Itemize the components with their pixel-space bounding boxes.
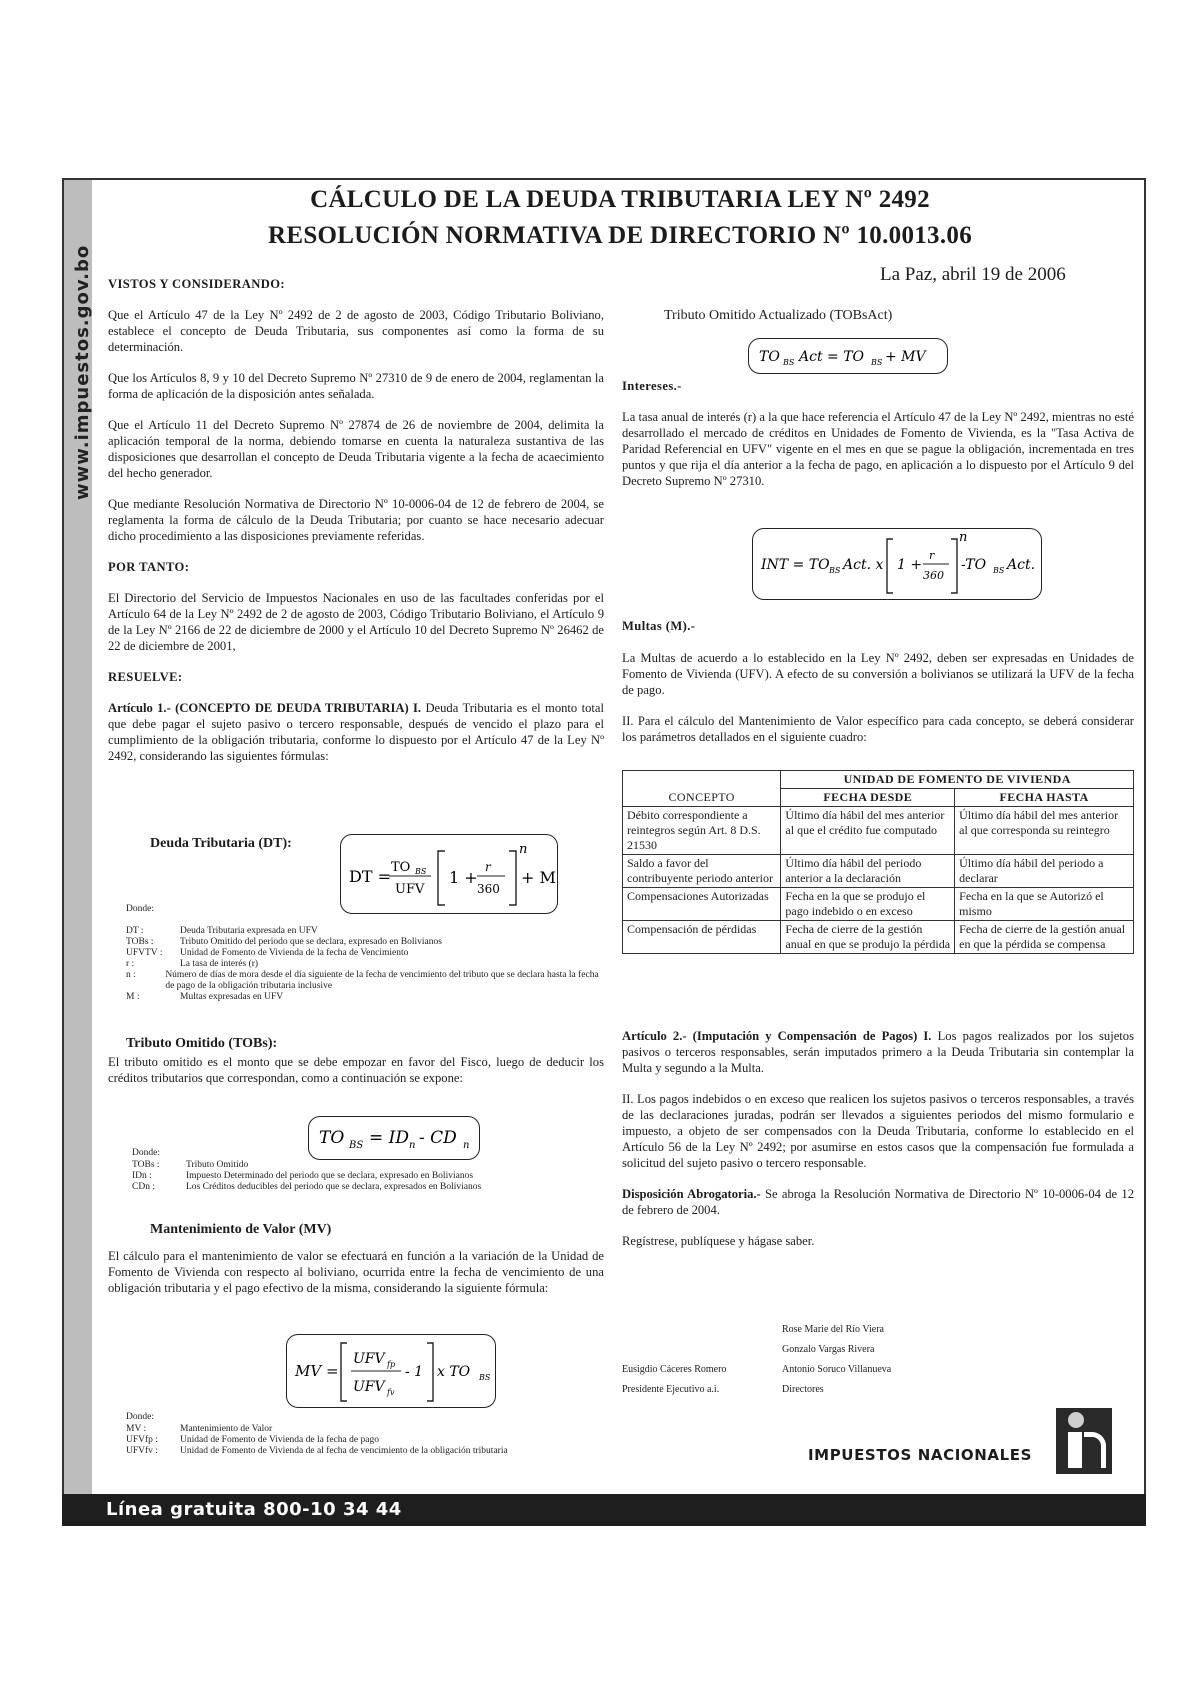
definition-row: n : Número de días de mora desde el día siguiente de la fecha de vencimiento del tributo que se declara hasta la fecha de pago de la obligación tributaria inclusive [126,970,599,991]
svg-text:TO: TO [391,860,411,875]
svg-text:Act = TO: Act = TO [799,349,865,365]
svg-text:fp: fp [387,1360,396,1369]
svg-text:UFV: UFV [353,1351,385,1367]
svg-text:INT = TO: INT = TO [761,557,830,573]
svg-text:DT =: DT = [349,867,391,886]
to-formula-svg [309,1117,479,1159]
toact-formula-svg [749,339,947,373]
definition-row: MV : Mantenimiento de Valor [126,1424,273,1434]
svg-text:Act. x: Act. x [843,557,884,573]
signature-name: Antonio Soruco Villanueva [782,1364,892,1375]
impuestos-logo-icon [1056,1408,1112,1474]
toact-label: Tributo Omitido Actualizado (TOBsAct) [664,308,893,323]
svg-text:BS: BS [415,867,427,876]
svg-text:r: r [485,860,491,874]
table-row [623,855,1134,888]
int-formula [752,528,1042,600]
paragraph: II. Los pagos indebidos o en exceso que realicen los sujetos pasivos o terceros responsables, a través de las declaraciones juradas, podrán ser llevados a siguientes periodos del mismo formulario e impuesto, a objeto de ser compensados con la Deuda Tributaria, conforme lo establecido en el Artículo 56 de la Ley Nº 2492; por asumirse en estos casos que la compensación fue formulada a solicitud del sujeto pasivo o tercero responsable. [622,1092,1134,1170]
table-cell: Fecha en la que se produjo el pago indebido o en exceso [781,888,955,921]
to-formula [308,1116,480,1160]
svg-text:x TO: x TO [437,1364,471,1380]
table-cell: Último día hábil del periodo anterior a la declaración [781,855,955,888]
article-2 [622,1028,1134,1076]
to-definitions [132,1160,602,1193]
table-cell: Último día hábil del periodo a declarar [955,855,1134,888]
table-group-header: UNIDAD DE FOMENTO DE VIVIENDA [781,771,1134,789]
signature-role: Directores [782,1384,824,1395]
definition-row: TOBs : Tributo Omitido del periodo que se declara, expresado en Bolivianos [126,937,442,947]
svg-text:-TO: -TO [961,557,987,573]
svg-text:360: 360 [477,882,500,896]
table-row [623,807,1134,855]
svg-text:BS: BS [783,358,795,367]
dt-definitions [126,926,604,1003]
article-2-text: Los pagos realizados por los sujetos pasivos o terceros responsables, serán imputados primero a la Deuda Tributaria sin contemplar la Multa y segundo a la Multa. [622,1029,1135,1075]
definition-row: IDn : Impuesto Determinado del periodo que se declara, expresado en Bolivianos [132,1171,474,1181]
svg-text:BS: BS [349,1140,364,1151]
table-header: CONCEPTO [623,789,781,807]
svg-text:1 +: 1 + [449,868,478,887]
disposicion-lead: Disposición Abrogatoria.- [622,1187,761,1201]
svg-text:= ID: = ID [369,1128,409,1148]
table-cell: Saldo a favor del contribuyente periodo anterior [623,855,781,888]
table-header: FECHA HASTA [955,789,1134,807]
table-row [623,789,1134,807]
resuelve-heading: RESUELVE: [108,670,183,684]
mv-definitions [126,1424,604,1457]
vistos-heading: VISTOS Y CONSIDERANDO: [108,277,285,291]
page-subtitle: RESOLUCIÓN NORMATIVA DE DIRECTORIO Nº 10.0013.06 [268,222,972,249]
definition-row: UFVfv : Unidad de Fomento de Vivienda de al fecha de vencimiento de la obligación tributaria [126,1446,508,1456]
disposicion [622,1186,1134,1218]
svg-text:r: r [929,549,935,562]
svg-text:TO: TO [759,349,780,365]
paragraph: La Multas de acuerdo a lo establecido en la Ley Nº 2492, deben ser expresadas en Unidades de Fomento de Vivienda (UFV). A efecto de su conversión a bolivianos se utilizará la UFV de la fecha de pago. [622,651,1134,697]
svg-text:n: n [409,1140,416,1151]
donde-label: Donde: [126,1412,154,1422]
signature-name: Rose Marie del Río Viera [782,1324,884,1335]
sidebar-url: www.impuestos.gov.bo [72,244,93,500]
mv-formula-svg [287,1335,495,1407]
svg-text:fv: fv [387,1388,395,1397]
int-formula-svg [753,529,1041,599]
multas-section [622,618,1134,760]
svg-text:BS: BS [829,566,841,575]
article-1 [108,700,604,764]
mv-label: Mantenimiento de Valor (MV) [150,1222,332,1237]
donde-label: Donde: [126,904,154,914]
brand-name: IMPUESTOS NACIONALES [808,1446,1033,1464]
table-row [623,921,1134,954]
page-title: CÁLCULO DE LA DEUDA TRIBUTARIA LEY Nº 2492 [310,186,930,213]
document-date: La Paz, abril 19 de 2006 [880,264,1066,285]
paragraph: II. Para el cálculo del Mantenimiento de Valor específico para cada concepto, se deberá considerar los parámetros detallados en el siguiente cuadro: [622,714,1134,744]
donde-label: Donde: [132,1148,160,1158]
svg-text:BS: BS [993,566,1005,575]
ufv-table [622,770,1134,954]
table-cell: Compensación de pérdidas [623,921,781,954]
table-cell: Último día hábil del mes anterior al que corresponda su reintegro [955,807,1134,855]
disposicion-text: Se abroga la Resolución Normativa de Directorio Nº 10-0006-04 de 12 de febrero de 2004. [622,1187,1134,1217]
definition-row: r : La tasa de interés (r) [126,959,259,969]
svg-text:+ MV: + MV [885,349,926,365]
paragraph: El Directorio del Servicio de Impuestos Nacionales en uso de las facultades conferidas por el Artículo 64 de la Ley Nº 2492 de 2 de agosto de 2003, Código Tributario Boliviano, el Artículo 9 de la Ley Nº 2166 de 22 de diciembre de 2000 y el Artículo 10 del Decreto Supremo Nº 26462 de 22 de diciembre de 2001, [108,591,604,653]
svg-text:UFV: UFV [353,1379,385,1395]
table-row [623,888,1134,921]
definition-row: UFVTV : Unidad de Fomento de Vivienda de la fecha de Vencimiento [126,948,409,958]
to-text: El tributo omitido es el monto que se debe empozar en favor del Fisco, luego de deducir los créditos tributarios que correspondan, como a continuación se expone: [108,1055,604,1085]
svg-text:BS: BS [871,358,883,367]
definition-row: CDn : Los Créditos deducibles del periodo que se declara, expresados en Bolivianos [132,1182,482,1192]
articles-section [622,1028,1134,1264]
multas-heading: Multas (M).- [622,619,696,633]
svg-text:Act.: Act. [1007,557,1036,573]
svg-text:360: 360 [923,569,944,582]
svg-text:BS: BS [479,1373,491,1382]
dt-formula [340,834,558,914]
signature-name: Eusigdio Cáceres Romero [622,1364,727,1375]
signature-role: Presidente Ejecutivo a.i. [622,1384,720,1395]
svg-text:UFV: UFV [395,882,425,897]
article-2-lead: Artículo 2.- (Imputación y Compensación de Pagos) I. [622,1029,932,1043]
paragraph: La tasa anual de interés (r) a la que hace referencia el Artículo 47 de la Ley Nº 2492, mientras no esté desarrollado el mercado de créditos en Unidades de Fomento de Vivienda, es la "Tasa Activa de Paridad Referencial en UFV" vigente en el mes en que se pague la obligación, incrementada en tres puntos y que rija el día anterior a la fecha de pago, en aplicación a lo dispuesto por el Artículo 9 del Decreto Supremo Nº 27310. [622,410,1134,488]
svg-text:1 +: 1 + [897,557,923,573]
intereses-heading: Intereses.- [622,379,682,393]
dt-formula-svg [341,835,557,913]
signature-name: Gonzalo Vargas Rivera [782,1344,875,1355]
table-cell: Fecha de cierre de la gestión anual en que se produjo la pérdida [781,921,955,954]
svg-text:- 1: - 1 [405,1364,424,1380]
signatures-directors [782,1320,891,1400]
svg-text:TO: TO [319,1128,345,1148]
table-row [623,771,1134,789]
toact-formula [748,338,948,374]
svg-text:n: n [959,530,968,545]
definition-row: TOBs : Tributo Omitido [132,1160,249,1170]
table-cell: Último día hábil del mes anterior al que el crédito fue computado [781,807,955,855]
to-label: Tributo Omitido (TOBs): [126,1036,278,1051]
paragraph: Que el Artículo 11 del Decreto Supremo Nº 27874 de 26 de noviembre de 2004, delimita la aplicación temporal de la norma, debiendo tomarse en cuenta la naturaleza sustantiva de las disposiciones que desarrollan el concepto de Deuda Tributaria vigente a la fecha de acaecimiento del hecho generador. [108,418,604,480]
svg-text:n: n [463,1140,470,1151]
svg-text:+ M: + M [521,868,556,887]
svg-text:n: n [519,842,528,857]
table-cell: Compensaciones Autorizadas [623,888,781,921]
dt-label: Deuda Tributaria (DT): [150,836,292,851]
svg-text:MV =: MV = [295,1362,339,1380]
left-column [108,276,604,779]
footer-hotline: Línea gratuita 800-10 34 44 [62,1494,1146,1526]
article-1-text: Deuda Tributaria es el monto total que debe pagar el sujeto pasivo o tercero responsable, después de vencido el plazo para el cumplimiento de la obligación tributaria, conforme lo dispuesto por el Artículo 47 de la Ley Nº 2492, considerando las siguientes fórmulas: [108,701,604,763]
article-1-lead: Artículo 1.- (CONCEPTO DE DEUDA TRIBUTARIA) I. [108,701,422,715]
table-cell: Débito correspondiente a reintegros según Art. 8 D.S. 21530 [623,807,781,855]
paragraph: Que los Artículos 8, 9 y 10 del Decreto Supremo Nº 27310 de 9 de enero de 2004, reglamentan la forma de aplicación de la disposición antes señalada. [108,371,604,401]
mv-text: El cálculo para el mantenimiento de valor se efectuará en función a la variación de la Unidad de Fomento de Vivienda con respecto al boliviano, ocurrida entre la fecha de vencimiento de una obligación tributaria y el pago efectivo de la misma, considerando la siguiente fórmula: [108,1249,604,1295]
registrese: Regístrese, publíquese y hágase saber. [622,1234,815,1248]
intereses-section [622,378,1134,504]
mv-formula [286,1334,496,1408]
definition-row: M : Multas expresadas en UFV [126,992,284,1002]
table-header: FECHA DESDE [781,789,955,807]
table-cell: Fecha en la que se Autorizó el mismo [955,888,1134,921]
definition-row: UFVfp : Unidad de Fomento de Vivienda de la fecha de pago [126,1435,379,1445]
svg-text:- CD: - CD [419,1128,457,1148]
paragraph: Que mediante Resolución Normativa de Directorio Nº 10-0006-04 de 12 de febrero de 2004, se reglamenta la forma de cálculo de la Deuda Tributaria; por cuanto se hace necesario adecuar dicho procedimiento a las disposiciones previamente referidas. [108,497,604,543]
portanto-heading: POR TANTO: [108,560,190,574]
signatures-president [622,1360,726,1400]
definition-row: DT : Deuda Tributaria expresada en UFV [126,926,318,936]
paragraph: Que el Artículo 47 de la Ley Nº 2492 de 2 de agosto de 2003, Código Tributario Boliviano, establece el concepto de Deuda Tributaria, sus componentes así como la forma de su determinación. [108,308,604,354]
table-cell: Fecha de cierre de la gestión anual en que la pérdida se compensa [955,921,1134,954]
